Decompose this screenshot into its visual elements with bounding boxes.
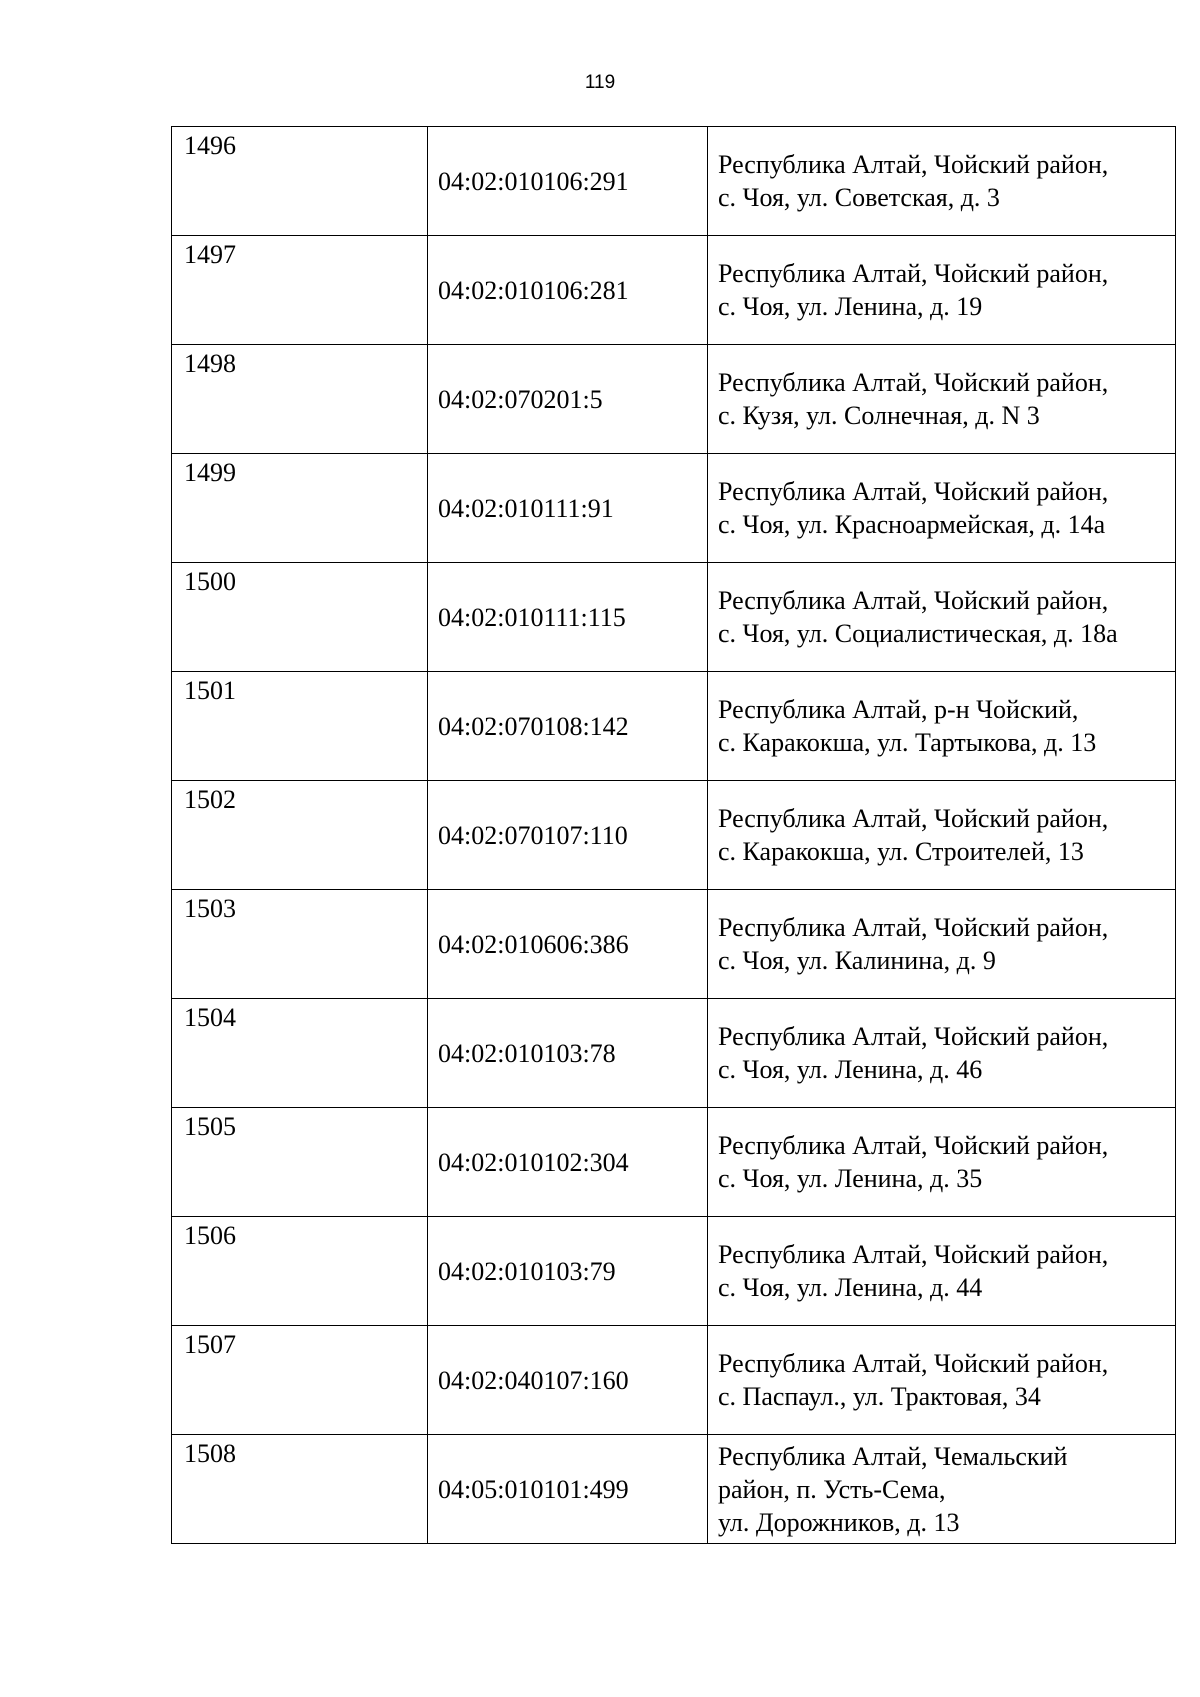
table-row (172, 236, 1176, 345)
table-row (172, 1435, 1176, 1544)
cadastral-number-cell: 04:02:070108:142 (428, 672, 708, 781)
cadastral-number-cell: 04:02:010111:115 (428, 563, 708, 672)
table-row (172, 563, 1176, 672)
table-row (172, 672, 1176, 781)
table-row (172, 345, 1176, 454)
table-row (172, 781, 1176, 890)
cadastral-number-cell: 04:02:010103:79 (428, 1217, 708, 1326)
address-cell: Республика Алтай, Чойский район, с. Паспаул., ул. Трактовая, 34 (708, 1326, 1176, 1435)
address-cell: Республика Алтай, Чойский район, с. Кузя, ул. Солнечная, д. N 3 (708, 345, 1176, 454)
row-number-cell: 1499 (172, 454, 428, 563)
address-cell: Республика Алтай, Чойский район, с. Чоя, ул. Ленина, д. 35 (708, 1108, 1176, 1217)
address-cell: Республика Алтай, Чойский район, с. Чоя, ул. Советская, д. 3 (708, 127, 1176, 236)
cadastral-number-cell: 04:02:070201:5 (428, 345, 708, 454)
cadastral-number-cell: 04:02:010102:304 (428, 1108, 708, 1217)
address-cell: Республика Алтай, Чойский район, с. Каракокша, ул. Строителей, 13 (708, 781, 1176, 890)
row-number-cell: 1503 (172, 890, 428, 999)
address-cell: Республика Алтай, Чойский район, с. Чоя, ул. Социалистическая, д. 18а (708, 563, 1176, 672)
row-number-cell: 1505 (172, 1108, 428, 1217)
row-number-cell: 1502 (172, 781, 428, 890)
property-table (171, 126, 1176, 1544)
row-number-cell: 1507 (172, 1326, 428, 1435)
cadastral-number-cell: 04:05:010101:499 (428, 1435, 708, 1544)
cadastral-number-cell: 04:02:070107:110 (428, 781, 708, 890)
table-row (172, 127, 1176, 236)
table-row (172, 454, 1176, 563)
table-row (172, 890, 1176, 999)
table-row (172, 999, 1176, 1108)
address-cell: Республика Алтай, Чойский район, с. Чоя, ул. Ленина, д. 44 (708, 1217, 1176, 1326)
cadastral-number-cell: 04:02:010106:281 (428, 236, 708, 345)
address-cell: Республика Алтай, Чойский район, с. Чоя, ул. Ленина, д. 46 (708, 999, 1176, 1108)
table-row (172, 1108, 1176, 1217)
row-number-cell: 1500 (172, 563, 428, 672)
cadastral-number-cell: 04:02:010103:78 (428, 999, 708, 1108)
row-number-cell: 1506 (172, 1217, 428, 1326)
row-number-cell: 1498 (172, 345, 428, 454)
cadastral-number-cell: 04:02:010606:386 (428, 890, 708, 999)
address-cell: Республика Алтай, р-н Чойский, с. Каракокша, ул. Тартыкова, д. 13 (708, 672, 1176, 781)
cadastral-number-cell: 04:02:040107:160 (428, 1326, 708, 1435)
address-cell: Республика Алтай, Чемальский район, п. Усть-Сема, ул. Дорожников, д. 13 (708, 1435, 1176, 1544)
row-number-cell: 1497 (172, 236, 428, 345)
cadastral-number-cell: 04:02:010111:91 (428, 454, 708, 563)
row-number-cell: 1501 (172, 672, 428, 781)
row-number-cell: 1496 (172, 127, 428, 236)
row-number-cell: 1508 (172, 1435, 428, 1544)
table-row (172, 1326, 1176, 1435)
page-number: 119 (584, 72, 616, 93)
address-cell: Республика Алтай, Чойский район, с. Чоя, ул. Ленина, д. 19 (708, 236, 1176, 345)
cadastral-number-cell: 04:02:010106:291 (428, 127, 708, 236)
row-number-cell: 1504 (172, 999, 428, 1108)
table-row (172, 1217, 1176, 1326)
address-cell: Республика Алтай, Чойский район, с. Чоя, ул. Красноармейская, д. 14а (708, 454, 1176, 563)
address-cell: Республика Алтай, Чойский район, с. Чоя, ул. Калинина, д. 9 (708, 890, 1176, 999)
table-body (172, 127, 1176, 1544)
